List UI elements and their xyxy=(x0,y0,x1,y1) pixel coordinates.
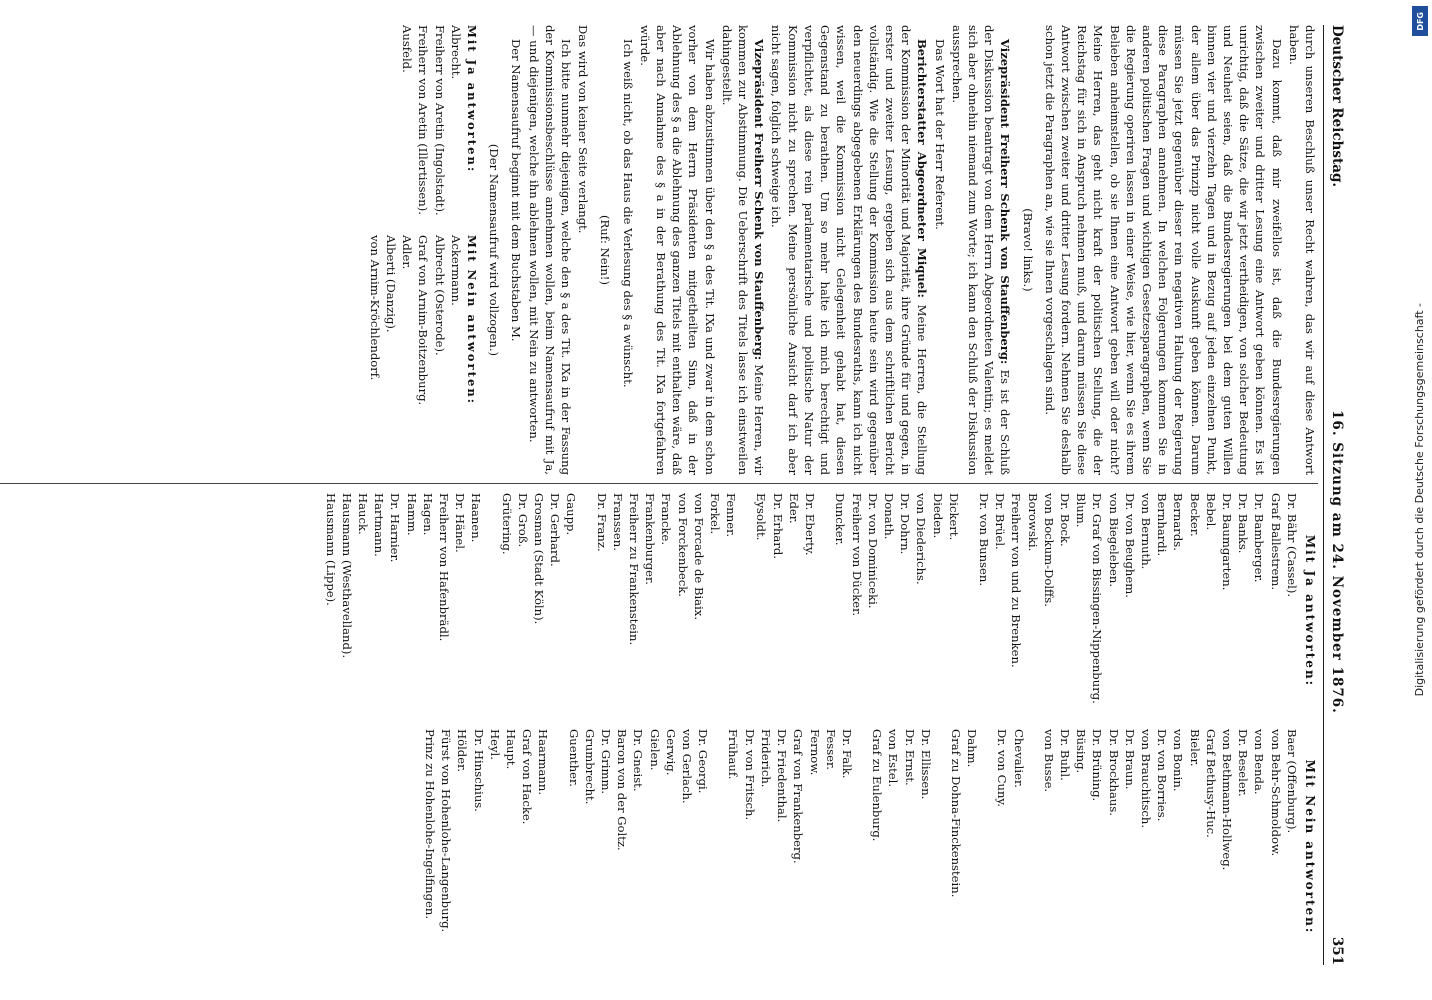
list-item: Friderich. xyxy=(758,729,773,788)
list-item: von Forcade de Biaix. xyxy=(691,493,706,621)
list-item: Dr. Franz. xyxy=(594,493,609,552)
list-item: Dr. Brockhaus. xyxy=(1106,729,1121,816)
list-item: von Behr-Schmoldow. xyxy=(1268,729,1283,857)
list-item: Dickert. xyxy=(946,493,961,541)
interjection: (Ruf: Nein!) xyxy=(598,215,613,285)
list-item: Albrecht. xyxy=(448,25,463,80)
list-item: Hausmann (Lippe). xyxy=(323,493,338,606)
list-item: Dr. von Borries. xyxy=(1155,729,1170,822)
list-item: Graf von Arnim-Boitzenburg. xyxy=(416,235,431,406)
list-item: Hamm. xyxy=(404,493,419,536)
list-item: Bebel. xyxy=(1203,493,1218,531)
list-item: Graf von Frankenberg. xyxy=(791,729,806,864)
header-left: Deutscher Reichstag. xyxy=(1329,25,1346,188)
list-item: Grütering. xyxy=(499,493,514,555)
list-item: Dr. Bähr (Cassel). xyxy=(1284,493,1299,598)
list-item: Franssen. xyxy=(610,493,625,551)
list-item: Grosman (Stadt Köln). xyxy=(532,493,547,625)
column-divider xyxy=(0,483,1318,484)
ja-heading: Mit Ja antworten: xyxy=(465,25,480,174)
list-item: Hagen. xyxy=(420,493,435,536)
list-item: Dr. Eberty. xyxy=(803,493,818,556)
list-item: Freiherr von und zu Brenken. xyxy=(1009,493,1024,668)
dfg-logo: DFG xyxy=(1412,6,1428,36)
list-item: Dr. Gerhard. xyxy=(548,493,563,567)
document-page xyxy=(0,25,1350,965)
speech xyxy=(949,25,1014,475)
list-item: Dr. von Fritsch. xyxy=(742,729,757,821)
list-item: Dr. von Bunsen. xyxy=(976,493,991,587)
list-item: von Bockum-Dolffs. xyxy=(1041,493,1056,607)
list-item: Freiherr von Aretin (Illertissen). xyxy=(416,25,431,215)
page-number: 351 xyxy=(1329,936,1346,965)
right-column xyxy=(0,493,1318,965)
list-item: Blum. xyxy=(1074,493,1089,528)
vote-lists xyxy=(367,25,464,475)
list-item: Graf von Hacke. xyxy=(520,729,535,825)
paragraph: Dazu kommt, daß mir zweifellos ist, daß die Bundesregierungen zwischen zweiter und dritter Lesung eine Antwort geben können. Es ist unrichtig, daß die Sätze, die wir jetzt vertheidigen, von solcher Bedeutung und Neuheit seien, daß die Bundesregierungen bei dem guten Willen binnen vier und vierzehn Tagen und in Bezug auf jeden einzelnen Punkt, der allem über das Prinzip nicht volle Auskunft geben können. Darum müssen Sie jetzt gegenüber dieser rein negativen Haltung der Regierung diese Paragraphen annehmen. In welchen Folgerungen kommen Sie in anderen politischen Fragen und wichtigen Gesetzesparagraphen, wenn Sie die Regierung operiren lassen in einer Weise, wie hier, wenn Sie es ihrem Belieben anheimstellen, ob sie Ihnen eine Antwort geben will oder nicht? Meine Herren, das geht nicht kraft der politischen Stellung, die der Reichstag für sich in Anspruch nehmen muß, und darum müssen Sie diese Antwort zwischen zweiter und dritter Lesung fordern. Nehmen Sie deshalb schon jetzt die Paragraphen an, wie sie Ihnen vorgeschlagen sind. xyxy=(1042,25,1284,475)
digitization-credit xyxy=(1408,30,1430,970)
list-item: Dr. Hänel. xyxy=(453,493,468,553)
list-item: Dr. Buhl. xyxy=(1057,729,1072,781)
list-item: Freiherr von Dücker. xyxy=(849,493,864,617)
list-item: Dr. von Cuny. xyxy=(995,729,1010,808)
list-item: Freiherr zu Frankenstein. xyxy=(627,493,642,646)
list-item: Dr. Grimm. xyxy=(599,729,614,795)
list-item: Haanen. xyxy=(469,493,484,543)
list-item: Haarmann. xyxy=(536,729,551,796)
list-item: Fernow. xyxy=(807,729,822,776)
list-item: Büsing. xyxy=(1074,729,1089,774)
list-item: Hölder. xyxy=(455,729,470,773)
list-item: von Arnim-Kröchlendorf. xyxy=(367,235,382,381)
paragraph: durch unseren Beschluß unser Recht wahren, das wir auf diese Antwort haben. xyxy=(1286,25,1317,475)
list-item: Dr. Brüning. xyxy=(1090,729,1105,802)
list-item: Albrecht (Osterode). xyxy=(432,235,447,356)
list-item: Eysoldt. xyxy=(754,493,769,541)
list-item: Dr. Georgi. xyxy=(696,729,711,794)
list-item: Prinz zu Hohenlohe-Ingelfingen. xyxy=(423,729,438,920)
speech-text: Es ist der Schluß der Diskussion beantragt von dem Herrn Abgeordneten Valentin; es meldet sich aber ohnehin niemand zum Worte; ich kann den Schluß der Diskussion aussprechen. xyxy=(949,25,1013,475)
list-item: Guenther. xyxy=(566,729,581,787)
list-gap xyxy=(818,493,832,729)
list-item: Dr. Friedenthal. xyxy=(775,729,790,823)
vote-headings xyxy=(464,25,480,475)
list-item: Dieden. xyxy=(930,493,945,539)
credit-text: Digitalisierung gefördert durch die Deutsche Forschungsgemeinschaft - xyxy=(1412,303,1426,697)
vote-columns xyxy=(0,493,1318,965)
list-item: Chevalier. xyxy=(1011,729,1026,788)
list-item: Dr. Gneist. xyxy=(631,729,646,792)
list-item: Fesser. xyxy=(823,729,838,770)
list-gap xyxy=(739,493,753,729)
paragraph: Wir haben abzustimmen über den § a des Tit. IXa und zwar in dem schon vorher von dem Herrn Präsidenten mitgetheilten Sinn, daß in der Ablehnung des § a die Ablehnung des ganzen Titels mit enthalten wäre, daß aber nach Annahme des § a in der Berathung des Tit. IXa fortgefahren würde. xyxy=(637,25,717,475)
list-item: von Bernuth. xyxy=(1138,493,1153,570)
list-item: Dr. Baumgarten. xyxy=(1219,493,1234,591)
list-item: Dr. Groß. xyxy=(515,493,530,548)
vote-list-start xyxy=(367,25,480,475)
list-item: Dr. Graf von Bissingen-Nippenburg. xyxy=(1090,493,1105,704)
speaker-name: Vizepräsident Freiherr Schenk von Stauffenberg: xyxy=(998,39,1013,365)
header-center: 16. Sitzung am 24. November 1876. xyxy=(1329,410,1346,714)
nein-list xyxy=(422,729,1300,965)
list-item: Hauck. xyxy=(356,493,371,535)
text-columns xyxy=(0,25,1318,965)
speech xyxy=(768,25,930,475)
list-item: Dr. von Dominiceki. xyxy=(865,493,880,609)
list-item: von Busse. xyxy=(1041,729,1056,793)
list-item: Baer (Offenburg). xyxy=(1284,729,1299,834)
ja-column xyxy=(0,493,1318,729)
list-item: Frühauf. xyxy=(726,729,741,780)
list-item: Graf Bethusy-Huc. xyxy=(1203,729,1218,838)
list-gap xyxy=(711,729,725,965)
list-item: Freiherr von Hafenbrädl. xyxy=(437,493,452,642)
list-item: Graf Ballestrem. xyxy=(1268,493,1283,591)
list-item: Hartmann. xyxy=(372,493,387,557)
list-item: von Forckenbeck. xyxy=(675,493,690,597)
list-item: Dr. Bock. xyxy=(1057,493,1072,547)
list-item: Grumbrecht. xyxy=(582,729,597,805)
speech-text: Meine Herren, wir kommen zur Abstimmung. Die Ueberschrift des Titels lasse ich einstweilen dahingestellt. xyxy=(719,25,767,475)
list-item: Donath. xyxy=(881,493,896,540)
page-header xyxy=(1323,25,1350,965)
list-gap xyxy=(1027,729,1041,965)
list-gap xyxy=(855,729,869,965)
list-item: Ackermann. xyxy=(448,235,463,306)
speech xyxy=(719,25,768,475)
speaker-name: Vizepräsident Freiherr Schenk von Stauffenberg: xyxy=(752,39,767,361)
list-gap xyxy=(579,493,593,729)
list-item: Eder. xyxy=(786,493,801,524)
list-item: von Biegeleben. xyxy=(1106,493,1121,588)
list-item: Baron von der Goltz. xyxy=(615,729,630,851)
list-item: Alberti (Danzig). xyxy=(384,235,399,333)
list-item: Forkel. xyxy=(708,493,723,535)
interjection: (Der Namensaufruf wird vollzogen.) xyxy=(487,143,502,357)
list-item: Hausmann (Westhavelland). xyxy=(339,493,354,659)
list-item: Fürst von Hohenlohe-Langenburg. xyxy=(439,729,454,933)
list-item: Gielen. xyxy=(647,729,662,771)
list-item: Heyl. xyxy=(487,729,502,760)
list-item: Gerwig. xyxy=(663,729,678,776)
list-item: von Brauchitsch. xyxy=(1138,729,1153,829)
list-item: Ausfeld. xyxy=(400,25,415,73)
list-item: Dr. Beseler. xyxy=(1236,729,1251,797)
list-item: Dr. Ernst. xyxy=(902,729,917,786)
list-item: Dr. Brüel. xyxy=(993,493,1008,550)
list-item: von Diederichs. xyxy=(914,493,929,585)
speech-text: Meine Herren, die Stellung der Kommission der Minorität und Majorität, ihre Gründe für und gegen, in erster und zweiter Lesung, ergeben sich aus dem schriftlichen Bericht vollständig. Wie die Stellung der Kommission heute sein wird gegenüber den neuerdings abgegebenen Erklärungen des Bundesraths, kann ich nicht wissen, weil die Kommission nicht Gelegenheit gehabt hat, diesen Gegenstand zu berathen. Um so mehr halte ich mich berechtigt und verpflichtet, als diese rein parlamentarische und politische Natur der Kommission nicht zu sprechen. Meine persönliche Ansicht darf ich aber nicht sagen, folglich schweige ich. xyxy=(769,25,930,475)
list-item: Fenner. xyxy=(724,493,739,538)
list-item: Bernhardi. xyxy=(1155,493,1170,557)
paragraph: Das wird von keiner Seite verlangt. xyxy=(576,25,591,234)
list-item: von Gerlach. xyxy=(680,729,695,804)
list-item: Bieler. xyxy=(1187,729,1202,767)
paragraph: Der Namensaufruf beginnt mit dem Buchstaben M. xyxy=(509,39,524,342)
ja-list xyxy=(367,25,464,235)
list-item: Dr. Banks. xyxy=(1236,493,1251,554)
list-item: Dr. Bamberger. xyxy=(1252,493,1267,583)
list-gap xyxy=(962,493,976,729)
list-item: Bernards. xyxy=(1171,493,1186,551)
list-item: Dr. von Beughem. xyxy=(1122,493,1137,598)
nein-list xyxy=(367,235,464,475)
list-item: Dahm. xyxy=(965,729,980,768)
list-item: von Benda. xyxy=(1252,729,1267,795)
list-item: von Bonin. xyxy=(1171,729,1186,792)
list-item: Gaupp. xyxy=(564,493,579,536)
paragraph: Das Wort hat der Herr Referent. xyxy=(932,39,947,230)
paragraph: Ich bitte nunmehr diejenigen, welche den § a des Tit. IXa in der Fassung der Kommissionsbeschlüsse annehmen wollen, beim Namensaufruf mit Ja, — und diejenigen, welche ihn ablehnen wollen, mit Nein zu antworten. xyxy=(526,25,574,475)
nein-heading: Mit Nein antworten: xyxy=(465,235,480,406)
list-item: Francke. xyxy=(659,493,674,546)
list-item: Haupt. xyxy=(504,729,519,770)
list-item: Graf zu Dohna-Finckenstein. xyxy=(948,729,963,898)
list-item: von Estel. xyxy=(886,729,901,788)
list-item: Borowski. xyxy=(1025,493,1040,552)
list-gap xyxy=(484,493,498,729)
list-item: Dr. Falk. xyxy=(839,729,854,779)
list-gap xyxy=(980,729,994,965)
list-item: Freiherr von Aretin (Ingolstadt). xyxy=(432,25,447,216)
list-item: Dr. Hinschius. xyxy=(471,729,486,812)
list-item: Dr. Ellissen. xyxy=(918,729,933,800)
paragraph: Ich weiß nicht, ob das Haus die Verlesung des § a wünscht. xyxy=(620,39,635,388)
list-item: Dr. Harnier. xyxy=(388,493,403,563)
list-item: Dr. Erhard. xyxy=(770,493,785,559)
interjection: (Bravo! links.) xyxy=(1020,208,1035,292)
nein-column xyxy=(0,729,1318,965)
list-item: Adler. xyxy=(400,235,415,270)
list-gap xyxy=(934,729,948,965)
list-item: Dr. Dohrn. xyxy=(898,493,913,555)
list-item: von Bethmann-Hollweg. xyxy=(1219,729,1234,871)
left-column xyxy=(0,25,1318,475)
ja-heading: Mit Ja antworten: xyxy=(1303,534,1317,688)
nein-heading: Mit Nein antworten: xyxy=(1303,759,1317,935)
list-item: Duncker. xyxy=(833,493,848,546)
speaker-name: Berichterstatter Abgeordneter Miquel: xyxy=(915,39,930,298)
list-item: Becker. xyxy=(1187,493,1202,537)
list-gap xyxy=(551,729,565,965)
ja-list xyxy=(322,493,1299,729)
list-item: Graf zu Eulenburg. xyxy=(870,729,885,842)
list-item: Dr. Braun. xyxy=(1122,729,1137,790)
list-item: Frankenburger. xyxy=(643,493,658,585)
